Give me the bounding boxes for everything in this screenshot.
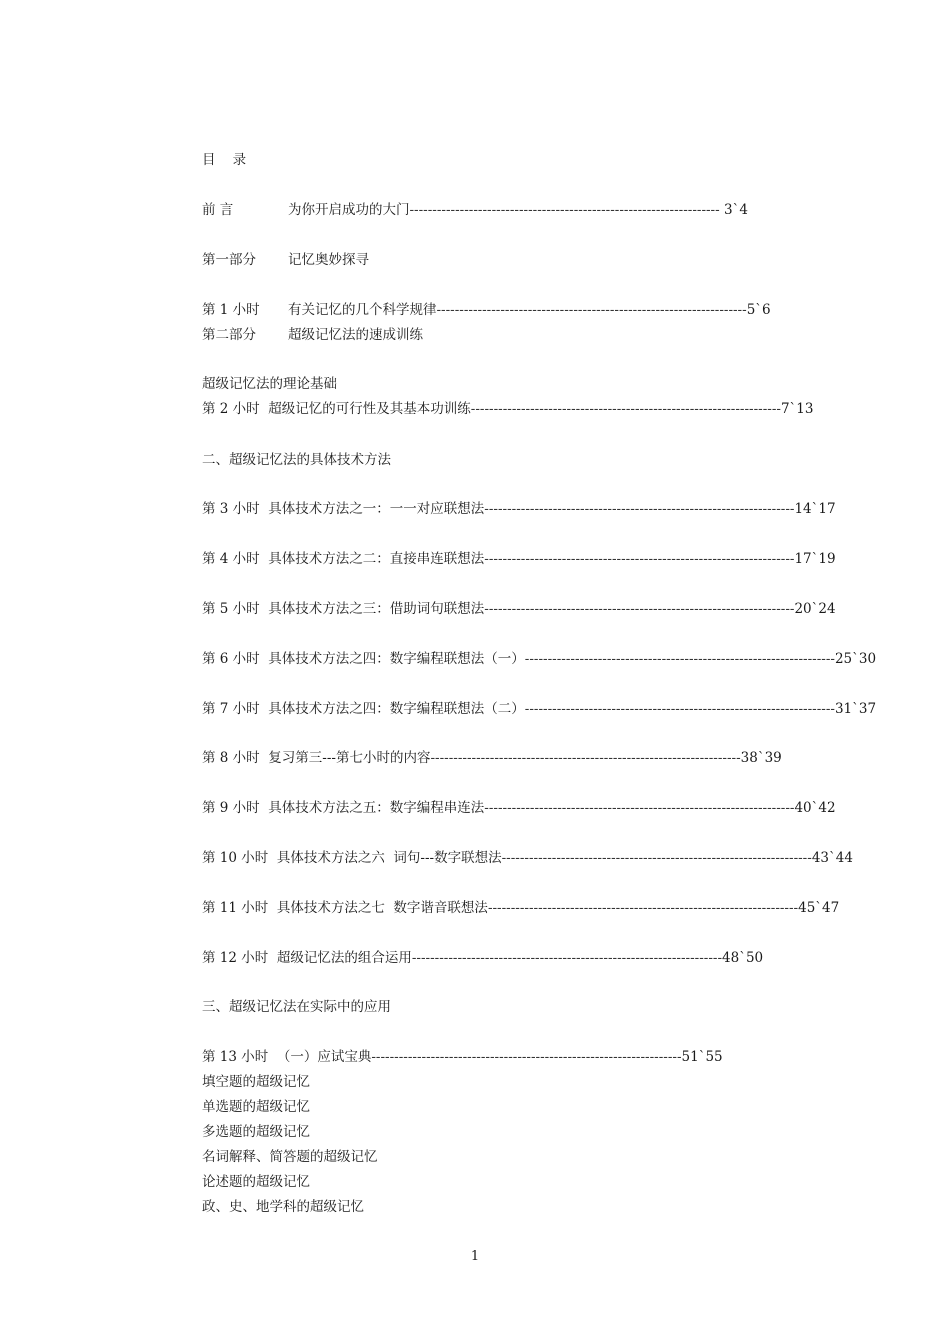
sub-item: 多选题的超级记忆 — [202, 1124, 310, 1140]
section-theory: 超级记忆法的理论基础 — [202, 376, 337, 392]
toc-entry-hour — [202, 650, 877, 668]
toc-page-range: 40`42 — [794, 800, 836, 816]
toc-title: 第 10 小时 具体技术方法之六 词句---数字联想法 — [202, 850, 502, 866]
toc-leader: -------------------------------------------------------------------- — [487, 900, 799, 916]
toc-leader: -------------------------------------------------------------------- — [524, 651, 835, 667]
toc-title: 第 13 小时 （一）应试宝典 — [202, 1049, 372, 1065]
toc-leader: -------------------------------------------------------------------- — [484, 501, 795, 517]
toc-page-range: 7`13 — [780, 401, 814, 417]
toc-leader: -------------------------------------------------------------------- — [470, 401, 781, 417]
toc-page-range: 14`17 — [794, 501, 836, 517]
sub-item: 论述题的超级记忆 — [202, 1174, 310, 1190]
toc-entry-hour-2 — [202, 400, 814, 418]
sub-item: 填空题的超级记忆 — [202, 1074, 310, 1090]
page-number: 1 — [470, 1249, 480, 1264]
sub-item: 单选题的超级记忆 — [202, 1099, 310, 1115]
toc-entry-hour-1 — [202, 301, 771, 319]
toc-entry-preface — [202, 201, 748, 219]
toc-leader: -------------------------------------------------------------------- — [501, 850, 812, 866]
toc-page-range: 31`37 — [834, 701, 877, 717]
toc-entry-hour-13 — [202, 1048, 723, 1066]
section-heading-3: 三、超级记忆法在实际中的应用 — [202, 999, 391, 1015]
toc-title: 为你开启成功的大门 — [288, 202, 410, 218]
toc-title: 第 12 小时 超级记忆法的组合运用 — [202, 950, 412, 966]
sub-item: 名词解释、简答题的超级记忆 — [202, 1149, 378, 1165]
toc-page-range: 43`44 — [811, 850, 853, 866]
toc-entry-hour — [202, 700, 877, 718]
toc-page-range: 38`39 — [740, 750, 782, 766]
part-heading-1 — [202, 251, 672, 269]
toc-title: 第 4 小时 具体技术方法之二：直接串连联想法 — [202, 551, 485, 567]
toc-entry-hour — [202, 849, 853, 867]
toc-leader: -------------------------------------------------------------------- — [524, 701, 835, 717]
toc-leader: -------------------------------------------------------------------- — [371, 1049, 682, 1065]
toc-leader: -------------------------------------------------------------------- — [409, 202, 720, 218]
toc-title: 第 8 小时 复习第三---第七小时的内容 — [202, 750, 431, 766]
toc-leader: -------------------------------------------------------------------- — [484, 551, 795, 567]
toc-page-range: 25`30 — [834, 651, 877, 667]
toc-title: 第 2 小时 超级记忆的可行性及其基本功训练 — [202, 401, 471, 417]
toc-entry-hour — [202, 600, 836, 618]
toc-entry-hour — [202, 949, 764, 967]
toc-title: 第 5 小时 具体技术方法之三：借助词句联想法 — [202, 601, 485, 617]
toc-title: 第 3 小时 具体技术方法之一：一一对应联想法 — [202, 501, 485, 517]
toc-label: 前 言 — [202, 202, 234, 218]
toc-page-range: 3`4 — [719, 202, 748, 218]
toc-label: 第 1 小时 — [202, 302, 260, 318]
toc-title: 第 7 小时 具体技术方法之四：数字编程联想法（二） — [202, 701, 525, 717]
toc-page-range: 51`55 — [681, 1049, 723, 1065]
part-label: 第二部分 — [202, 327, 256, 343]
toc-page-range: 48`50 — [722, 950, 764, 966]
toc-entry-hour — [202, 899, 840, 917]
part-heading-2 — [202, 326, 672, 344]
toc-leader: -------------------------------------------------------------------- — [484, 800, 795, 816]
toc-page-range: 45`47 — [798, 900, 840, 916]
toc-page-range: 20`24 — [794, 601, 836, 617]
part-label: 第一部分 — [202, 252, 256, 268]
toc-entry-hour — [202, 550, 836, 568]
section-heading-2: 二、超级记忆法的具体技术方法 — [202, 452, 391, 468]
toc-entry-hour — [202, 799, 836, 817]
toc-leader: -------------------------------------------------------------------- — [411, 950, 723, 966]
toc-title: 第 11 小时 具体技术方法之七 数字谐音联想法 — [202, 900, 488, 916]
toc-leader: -------------------------------------------------------------------- — [484, 601, 795, 617]
part-title: 记忆奥妙探寻 — [288, 252, 369, 268]
toc-entry-hour — [202, 500, 836, 518]
toc-title: 第 9 小时 具体技术方法之五：数字编程串连法 — [202, 800, 485, 816]
sub-item: 政、史、地学科的超级记忆 — [202, 1199, 364, 1215]
toc-title: 有关记忆的几个科学规律 — [288, 302, 437, 318]
toc-heading: 目 录 — [202, 152, 247, 168]
toc-page-range: 5`6 — [746, 302, 771, 318]
toc-title: 第 6 小时 具体技术方法之四：数字编程联想法（一） — [202, 651, 525, 667]
toc-leader: -------------------------------------------------------------------- — [436, 302, 747, 318]
toc-page-range: 17`19 — [794, 551, 836, 567]
part-title: 超级记忆法的速成训练 — [288, 327, 423, 343]
toc-leader: -------------------------------------------------------------------- — [430, 750, 741, 766]
toc-entry-hour — [202, 749, 782, 767]
